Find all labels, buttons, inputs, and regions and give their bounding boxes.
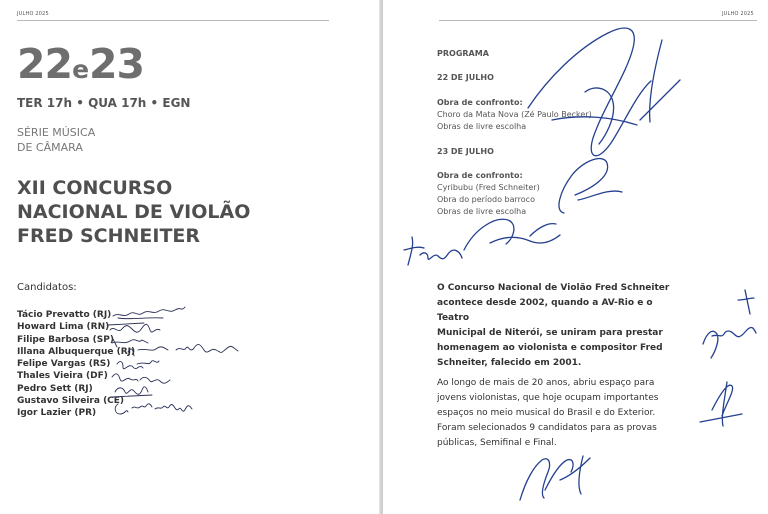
left-page xyxy=(0,0,381,514)
candidate-item: Pedro Sett (RJ) xyxy=(17,383,93,394)
event-title xyxy=(17,176,250,248)
day-2-piece-2: Obra do período barroco xyxy=(437,195,535,204)
history-line: jovens violonistas, que hoje ocupam importantes xyxy=(437,393,659,403)
candidate-item: Thales Vieira (DF) xyxy=(17,371,108,382)
history-line: Ao longo de mais de 20 anos, abriu espaço para xyxy=(437,378,655,388)
date-first: 22 xyxy=(17,40,73,88)
date-connector: e xyxy=(72,55,90,84)
intro-paragraph xyxy=(437,281,680,371)
candidate-item: Igor Lazier (PR) xyxy=(17,408,97,419)
program-day-2: 23 DE JULHO xyxy=(437,147,494,156)
header-date-left: JULHO 2025 xyxy=(17,11,49,17)
candidate-item: Felipe Vargas (RS) xyxy=(17,359,111,370)
event-dates xyxy=(17,40,144,94)
title-line-2: NACIONAL DE VIOLÃO xyxy=(17,201,251,223)
program-day-1: 22 DE JULHO xyxy=(437,73,494,82)
day-1-piece: Choro da Mata Nova (Zé Paulo Becker) xyxy=(437,110,592,119)
candidates-list xyxy=(17,309,135,420)
event-times: TER 17h • QUA 17h • EGN xyxy=(17,96,191,110)
date-second: 23 xyxy=(89,40,145,88)
candidate-item: Howard Lima (RN) xyxy=(17,322,110,333)
day-2-piece: Cyribubu (Fred Schneiter) xyxy=(437,183,540,192)
history-line: Foram selecionados 9 candidatos para as provas xyxy=(437,423,657,433)
candidates-heading: Candidatos: xyxy=(17,282,77,293)
day-1-obra-label: Obra de confronto: xyxy=(437,98,523,107)
candidate-item: Illana Albuquerque (RJ) xyxy=(17,346,136,357)
series-line-1: SÉRIE MÚSICA xyxy=(17,126,96,139)
header-date-right: JULHO 2025 xyxy=(722,11,754,17)
history-line: públicas, Semifinal e Final. xyxy=(437,438,557,448)
day-2-obra-label: Obra de confronto: xyxy=(437,171,523,180)
day-2-livre: Obras de livre escolha xyxy=(437,207,527,216)
history-line: espaços no meio musical do Brasil e do Exterior. xyxy=(437,408,656,418)
intro-line: Municipal de Niterói, se uniram para prestar xyxy=(437,328,663,338)
title-line-3: FRED SCHNEITER xyxy=(17,225,201,247)
day-1-livre: Obras de livre escolha xyxy=(437,122,527,131)
intro-line: O Concurso Nacional de Violão Fred Schneiter xyxy=(437,283,670,293)
history-paragraph xyxy=(437,376,680,451)
intro-line: homenagem ao violonista e compositor Fred xyxy=(437,343,663,353)
header-rule-left xyxy=(17,20,329,21)
series-line-2: DE CÂMARA xyxy=(17,141,83,154)
intro-line: Schneiter, falecido em 2001. xyxy=(437,358,582,368)
intro-line: acontece desde 2002, quando a AV-Rio e o Teatro xyxy=(437,298,653,323)
series-name xyxy=(17,125,95,155)
candidate-item: Filipe Barbosa (SP) xyxy=(17,334,114,345)
candidate-item: Gustavo Silveira (CE) xyxy=(17,396,125,407)
program-heading: PROGRAMA xyxy=(437,49,489,58)
candidate-item: Tácio Prevatto (RJ) xyxy=(17,310,112,320)
title-line-1: XII CONCURSO xyxy=(17,177,173,199)
header-rule-right xyxy=(439,20,757,21)
